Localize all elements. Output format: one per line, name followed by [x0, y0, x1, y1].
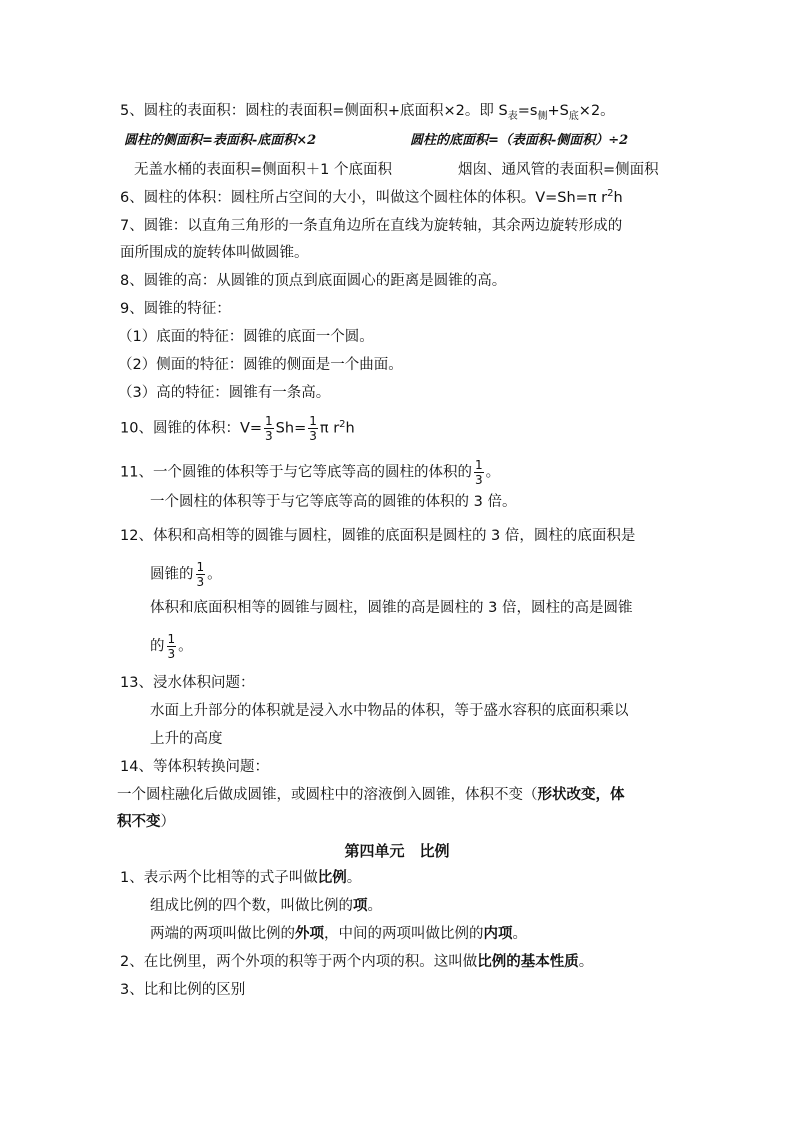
item-14-line1: 一个圆柱融化后做成圆锥，或圆柱中的溶液倒入圆锥，体积不变（形状改变，体	[117, 787, 625, 803]
prop-1-line3: 两端的两项叫做比例的外项，中间的两项叫做比例的内项。	[150, 926, 527, 942]
item-5: 5、圆柱的表面积：圆柱的表面积=侧面积+底面积×2。即 $S_表=s_侧+S_底\times 2$。	[120, 103, 615, 122]
prop-2: 2、在比例里，两个外项的积等于两个内项的积。这叫做比例的基本性质。	[120, 954, 594, 970]
fraction-one-third: $\frac{1}{3}$	[309, 414, 317, 443]
fraction-one-third: $\frac{1}{3}$	[474, 458, 483, 487]
unit-title: 第四单元 比例	[344, 842, 450, 860]
item-11-line1: 11、一个圆锥的体积等于与它等底等高的圆柱的体积的 $\frac{1}{3}$ 。	[120, 458, 501, 487]
item-14: 14、等体积转换问题：	[120, 759, 269, 775]
item-12-line3: 体积和底面积相等的圆锥与圆柱，圆锥的高是圆柱的 3 倍，圆柱的高是圆锥	[150, 600, 633, 616]
item-12-line4: 的 $\frac{1}{3}$ 。	[150, 632, 193, 661]
item-10: 10、圆锥的体积：V= $\frac{1}{3}$ Sh= $\frac{1}{3}$ π $r^2h$	[120, 414, 355, 443]
item-6: 6、圆柱的体积：圆柱所占空间的大小，叫做这个圆柱体的体积。V=Sh=π $r^2h$	[120, 188, 623, 206]
prop-3: 3、比和比例的区别	[120, 982, 246, 998]
item-5b-chimney: 烟囱、通风管的表面积=侧面积	[458, 162, 659, 178]
prop-1-line1: 1、表示两个比相等的式子叫做比例。	[120, 870, 362, 886]
item-9-2: （2）侧面的特征：圆锥的侧面是一个曲面。	[118, 357, 403, 373]
item-7-line2: 面所围成的旋转体叫做圆锥。	[120, 245, 309, 261]
handwritten-formula-lateral: 圆柱的侧面积=表面积-底面积×2	[124, 133, 317, 148]
item-13-line2: 上升的高度	[150, 731, 223, 747]
fraction-one-third: $\frac{1}{3}$	[196, 560, 205, 589]
prop-1-line2: 组成比例的四个数，叫做比例的项。	[150, 898, 382, 914]
fraction-one-third: $\frac{1}{3}$	[265, 414, 273, 443]
fraction-one-third: $\frac{1}{3}$	[167, 632, 176, 661]
item-5b-bucket: 无盖水桶的表面积=侧面积＋1 个底面积	[134, 162, 392, 178]
item-14-line2: 积不变）	[117, 814, 175, 830]
item-12-line1: 12、体积和高相等的圆锥与圆柱，圆锥的底面积是圆柱的 3 倍，圆柱的底面积是	[120, 528, 636, 544]
item-11-line2: 一个圆柱的体积等于与它等底等高的圆锥的体积的 3 倍。	[150, 494, 517, 510]
item-13-line1: 水面上升部分的体积就是浸入水中物品的体积，等于盛水容积的底面积乘以	[150, 703, 629, 719]
item-9-3: （3）高的特征：圆锥有一条高。	[118, 385, 331, 401]
item-12-line2: 圆锥的 $\frac{1}{3}$ 。	[150, 560, 222, 589]
item-9-1: （1）底面的特征：圆锥的底面一个圆。	[118, 329, 374, 345]
item-9: 9、圆锥的特征：	[120, 301, 231, 317]
item-7-line1: 7、圆锥：以直角三角形的一条直角边所在直线为旋转轴，其余两边旋转形成的	[120, 218, 623, 234]
item-13: 13、浸水体积问题：	[120, 675, 255, 691]
handwritten-formula-base: 圆柱的底面积=（表面积-侧面积）÷2	[410, 133, 629, 148]
item-8: 8、圆锥的高：从圆锥的顶点到底面圆心的距离是圆锥的高。	[120, 273, 507, 289]
